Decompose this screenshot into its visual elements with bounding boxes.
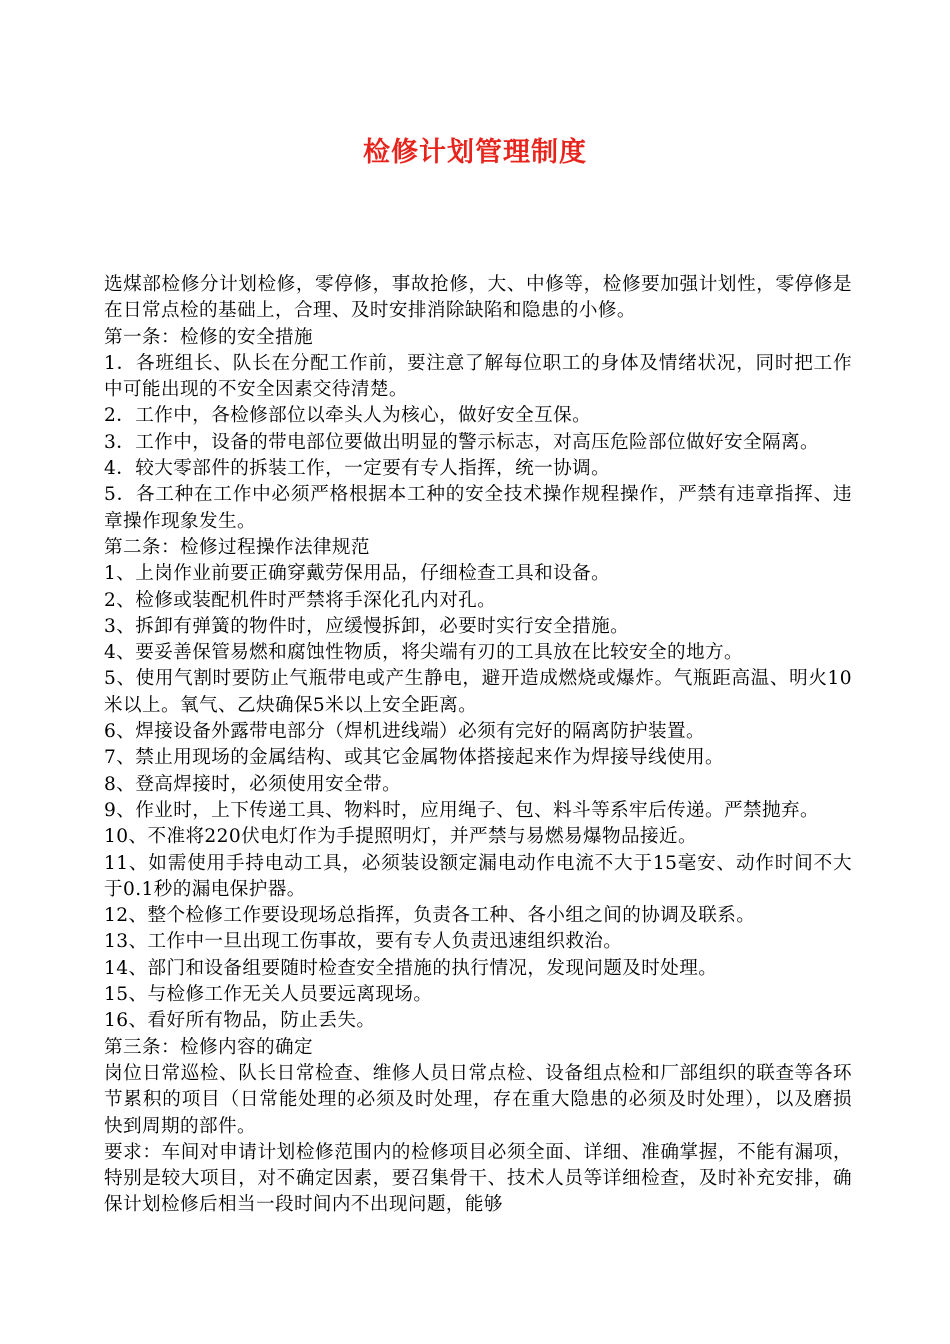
document-title: 检修计划管理制度 xyxy=(363,137,587,168)
list-item: 4．较大零部件的拆装工作，一定要有专人指挥，统一协调。 xyxy=(104,458,611,480)
list-item: 10、不准将220伏电灯作为手提照明灯，并严禁与易燃易爆物品接近。 xyxy=(104,826,697,848)
list-item: 9、作业时，上下传递工具、物料时，应用绳子、包、料斗等系牢后传递。严禁抛弃。 xyxy=(104,799,820,821)
list-item: 11、如需使用手持电动工具，必须装设额定漏电动作电流不大于15毫安、动作时间不大于0.1秒的漏电保护器。 xyxy=(104,852,852,900)
list-item: 5、使用气割时要防止气瓶带电或产生静电，避开造成燃烧或爆炸。气瓶距高温、明火10米以上。氧气、乙炔确保5米以上安全距离。 xyxy=(104,668,852,716)
list-item: 1．各班组长、队长在分配工作前，要注意了解每位职工的身体及情绪状况，同时把工作中可能出现的不安全因素交待清楚。 xyxy=(104,352,852,401)
list-item: 13、工作中一旦出现工伤事故，要有专人负责迅速组织救治。 xyxy=(104,931,623,953)
section-heading: 第一条：检修的安全措施 xyxy=(104,326,313,348)
list-item: 16、看好所有物品，防止丢失。 xyxy=(104,1010,376,1032)
list-item: 2．工作中，各检修部位以牵头人为核心，做好安全互保。 xyxy=(104,405,592,427)
list-item: 8、登高焊接时，必须使用安全带。 xyxy=(104,773,402,795)
document-body xyxy=(104,272,852,1219)
intro-paragraph: 选煤部检修分计划检修，零停修，事故抢修，大、中修等，检修要加强计划性，零停修是在日常点检的基础上，合理、及时安排消除缺陷和隐患的小修。 xyxy=(104,274,852,322)
list-item: 1、上岗作业前要正确穿戴劳保用品，仔细检查工具和设备。 xyxy=(104,563,611,585)
list-item: 12、整个检修工作要设现场总指挥，负责各工种、各小组之间的协调及联系。 xyxy=(104,905,756,927)
list-item: 15、与检修工作无关人员要远离现场。 xyxy=(104,984,433,1006)
body-paragraph: 要求：车间对申请计划检修范围内的检修项目必须全面、详细、准确掌握，不能有漏项，特别是较大项目，对不确定因素，要召集骨干、技术人员等详细检查，及时补充安排，确保计划检修后相当一段时间内不出现问题，能够 xyxy=(104,1141,852,1216)
list-item: 6、焊接设备外露带电部分（焊机进线端）必须有完好的隔离防护装置。 xyxy=(104,721,706,743)
section-heading: 第三条：检修内容的确定 xyxy=(104,1036,313,1058)
section-heading: 第二条：检修过程操作法律规范 xyxy=(104,536,370,558)
list-item: 5．各工种在工作中必须严格根据本工种的安全技术操作规程操作，严禁有违章指挥、违章操作现象发生。 xyxy=(104,484,852,532)
list-item: 3、拆卸有弹簧的物件时，应缓慢拆卸，必要时实行安全措施。 xyxy=(104,615,630,637)
list-item: 2、检修或装配机件时严禁将手深化孔内对孔。 xyxy=(104,589,497,611)
body-paragraph: 岗位日常巡检、队长日常检查、维修人员日常点检、设备组点检和厂部组织的联查等各环节累积的项目（日常能处理的必须及时处理，存在重大隐患的必须及时处理），以及磨损快到周期的部件。 xyxy=(104,1062,852,1137)
list-item: 3．工作中，设备的带电部位要做出明显的警示标志，对高压危险部位做好安全隔离。 xyxy=(104,431,820,453)
list-item: 4、要妥善保管易燃和腐蚀性物质，将尖端有刃的工具放在比较安全的地方。 xyxy=(104,642,744,664)
list-item: 14、部门和设备组要随时检查安全措施的执行情况，发现问题及时处理。 xyxy=(104,957,718,979)
list-item: 7、禁止用现场的金属结构、或其它金属物体搭接起来作为焊接导线使用。 xyxy=(104,747,725,769)
